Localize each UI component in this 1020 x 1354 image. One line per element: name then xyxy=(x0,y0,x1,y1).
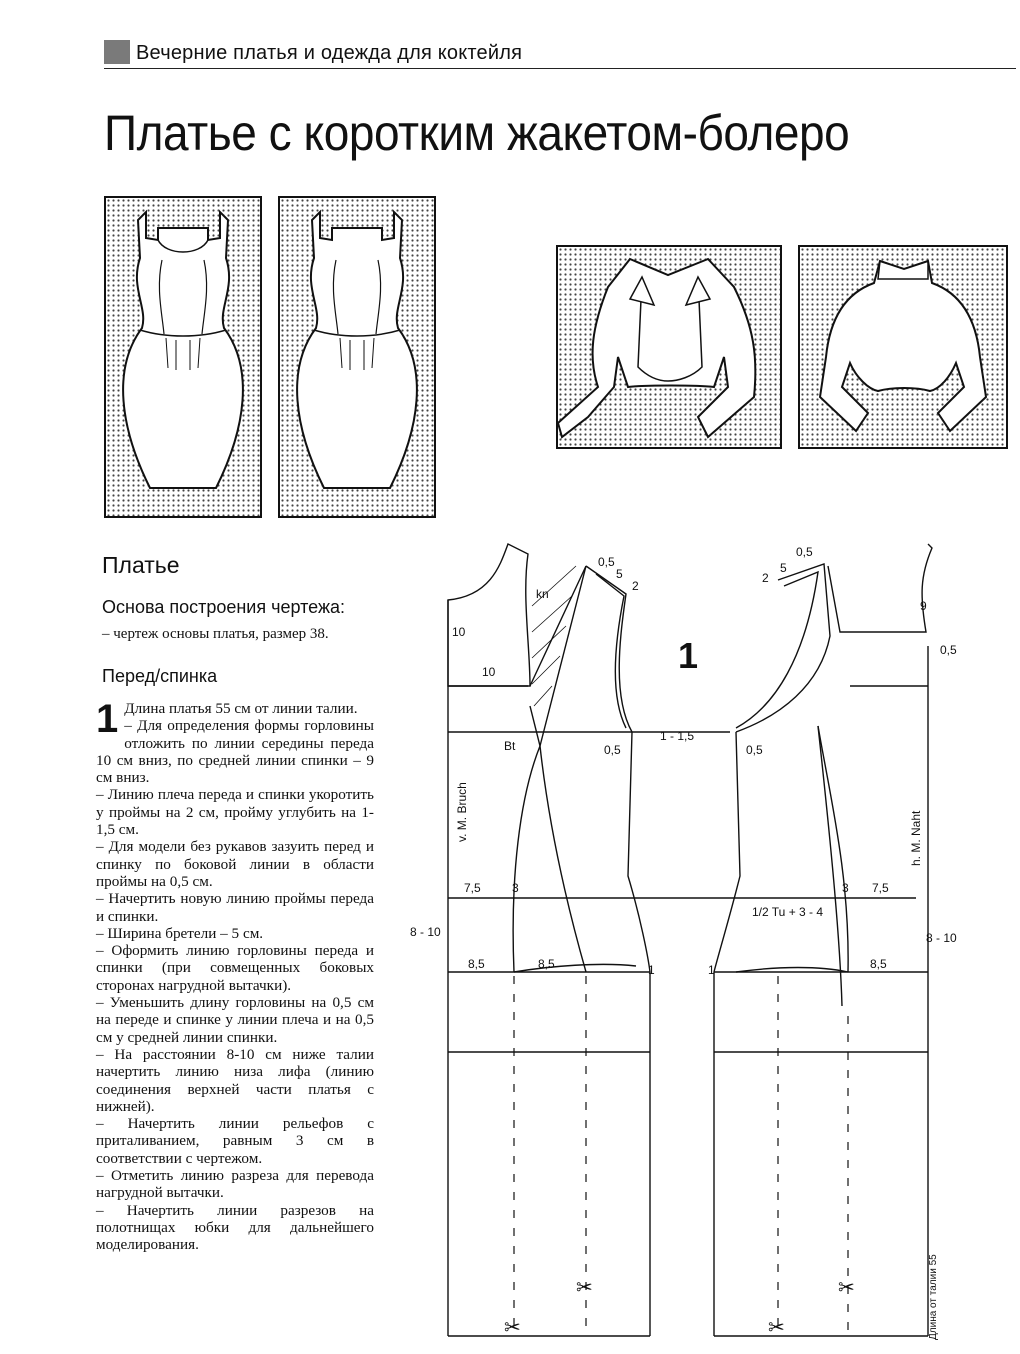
label-back-neck-depth: 9 xyxy=(920,599,927,613)
label-waist-front-dart: 3 xyxy=(512,881,519,895)
instruction-item: – Начертить линии разрезов на полотнищах юбки для дальнейшего моделирования. xyxy=(96,1201,374,1254)
label-waist-formula: 1/2 Tu + 3 - 4 xyxy=(752,905,824,919)
scissors-icon: ✂ xyxy=(768,1315,785,1339)
dress-back-illustration xyxy=(278,196,436,518)
scissors-icon: ✂ xyxy=(504,1315,521,1339)
instructions-block xyxy=(96,697,374,1254)
scissors-icon: ✂ xyxy=(576,1275,593,1299)
front-back-subheading: Перед/спинка xyxy=(102,666,218,686)
label-waist-front-left: 7,5 xyxy=(464,881,481,895)
instruction-item: – Уменьшить длину горловины на 0,5 см на переде и спинке у линии плеча и на 0,5 см у средней линии спинки. xyxy=(96,994,374,1046)
label-back-neck-offset: 0,5 xyxy=(940,643,957,657)
bolero-back-illustration xyxy=(798,245,1008,449)
label-hem-back-mid: 8,5 xyxy=(870,957,887,971)
instruction-item: – Ширина бретели – 5 см. xyxy=(96,924,264,942)
label-kn: kn xyxy=(536,587,549,601)
instruction-item: Длина платья 55 см от линии талии. xyxy=(124,700,358,717)
label-hem-front-mid: 8,5 xyxy=(538,957,555,971)
step-number: 1 xyxy=(96,697,119,741)
label-front-neck-depth: 10 xyxy=(452,625,466,639)
bolero-front-illustration xyxy=(556,245,782,449)
instruction-item: – На расстоянии 8-10 см ниже талии начертить линию низа лифа (линию соединения верхней части платья с нижней). xyxy=(96,1045,374,1115)
page-title: Платье с коротким жакетом-болеро xyxy=(104,105,850,161)
instruction-item: – Линию плеча переда и спинки укоротить у проймы на 2 см, пройму углубить на 1-1,5 см. xyxy=(96,786,374,839)
dress-heading: Платье xyxy=(102,552,180,578)
label-shoulder-front-2: 5 xyxy=(616,567,623,581)
label-length-note: Длина от талии 55 xyxy=(928,1254,939,1340)
label-shoulder-front-1: 0,5 xyxy=(598,555,615,569)
label-waist-back-right: 7,5 xyxy=(872,881,889,895)
label-front-neck-width: 10 xyxy=(482,665,496,679)
label-mark-one-right: 1 xyxy=(708,963,715,977)
instruction-item: – Отметить линию разреза для перевода нагрудной вытачки. xyxy=(96,1167,374,1202)
instruction-item: – Для модели без рукавов зазуить перед и спинку по боковой линии в области проймы на 0,5 см. xyxy=(96,838,374,890)
label-bt: Bt xyxy=(504,739,516,753)
label-shoulder-back-1: 2 xyxy=(762,571,769,585)
label-mark-one-left: 1 xyxy=(648,963,655,977)
section-header: Вечерние платья и одежда для коктейля xyxy=(136,42,523,64)
figure-number: 1 xyxy=(678,635,699,676)
basis-heading: Основа построения чертежа: xyxy=(102,597,346,617)
label-bodice-low-right: 8 - 10 xyxy=(926,931,957,945)
instruction-item: – Начертить линии рельефов с приталиванием, равным 3 см в соответствии с чертежом. xyxy=(96,1115,374,1167)
label-waist-back-dart: 3 xyxy=(842,881,849,895)
label-shoulder-front-3: 2 xyxy=(632,579,639,593)
label-hem-front-left: 8,5 xyxy=(468,957,485,971)
label-armhole-deepen: 1 - 1,5 xyxy=(660,729,695,743)
label-shoulder-back-3: 0,5 xyxy=(796,545,813,559)
basis-text: – чертеж основы платья, размер 38. xyxy=(102,626,329,642)
instruction-item: – Для определения формы горловины отложить по линии середины переда 10 см вниз, по средней линии спинки – 9 см вниз. xyxy=(96,717,374,787)
label-side-back: 0,5 xyxy=(746,743,763,757)
label-fold-line: v. M. Bruch xyxy=(455,782,469,842)
pattern-draft xyxy=(400,536,1016,1346)
section-marker xyxy=(104,40,130,64)
label-bodice-low-left: 8 - 10 xyxy=(410,925,441,939)
instruction-item: – Оформить линию горловины переда и спинки (при совмещенных боковых сторонах нагрудной вытачки). xyxy=(96,942,374,994)
label-side-front: 0,5 xyxy=(604,743,621,757)
label-shoulder-back-2: 5 xyxy=(780,561,787,575)
dress-front-illustration xyxy=(104,196,262,518)
scissors-icon: ✂ xyxy=(838,1275,855,1299)
instruction-item: – Начертить новую линию проймы переда и спинки. xyxy=(96,890,374,925)
label-seam-line: h. M. Naht xyxy=(909,810,923,866)
